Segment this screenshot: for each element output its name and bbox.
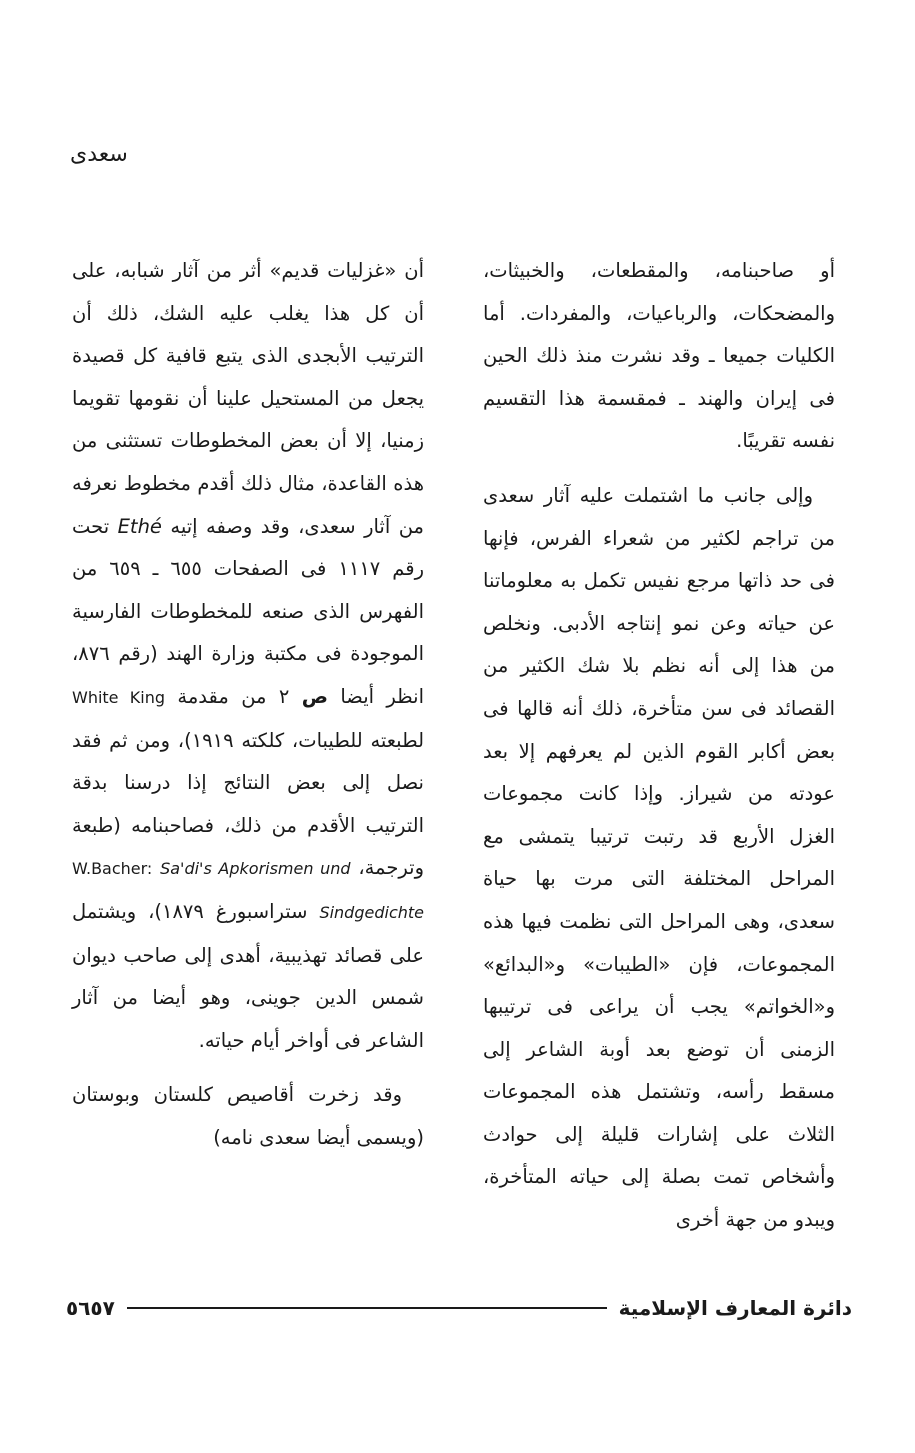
footer-rule xyxy=(127,1307,607,1309)
latin-title: Sa'di's Apkorismen und Sindgedichte xyxy=(160,859,424,922)
left-column xyxy=(72,250,424,1159)
page-number: ٥٦٥٧ xyxy=(66,1296,115,1320)
paragraph xyxy=(72,250,424,1062)
latin-name: W.Bacher: xyxy=(72,859,153,879)
latin-name: White King xyxy=(72,687,166,707)
page-footer xyxy=(66,1290,852,1326)
reference-abbrev: ص xyxy=(301,684,328,708)
running-head: سعدى xyxy=(70,142,128,167)
text-run: ٢ من مقدمة xyxy=(177,684,290,708)
text-run: ستراسبورغ ١٨٧٩)، ويشتمل على قصائد تهذيبية، أهدى إلى صاحب ديوان شمس الدين جوينى، وهو أيضا من آثار الشاعر فى أواخر أيام حياته. xyxy=(72,899,424,1052)
text-run: تحت رقم ١١١٧ فى الصفحات ٦٥٥ ـ ٦٥٩ من الفهرس الذى صنعه للمخطوطات الفارسية الموجودة فى مكتبة وزارة الهند (رقم ٨٧٦، انظر أيضا xyxy=(72,514,425,708)
paragraph: أو صاحبنامه، والمقطعات، والخبيثات، والمضحكات، والرباعيات، والمفردات. أما الكليات جميعا ـ وقد نشرت منذ ذلك الحين فى إيران والهند ـ فمقسمة هذا التقسيم نفسه تقريبًا. xyxy=(483,259,835,453)
paragraph: وقد زخرت أقاصيص كلستان وبوستان (ويسمى أيضا سعدى نامه) xyxy=(72,1083,424,1149)
right-column xyxy=(483,250,835,1242)
paragraph: وإلى جانب ما اشتملت عليه آثار سعدى من تراجم لكثير من شعراء الفرس، فإنها فى حد ذاتها مرجع نفيس تكمل به معلوماتنا عن حياته وعن نمو إنتاجه الأدبى. ونخلص من هذا إلى أنه نظم بلا شك الكثير من القصائد فى سن متأخرة، ذلك أنه قالها فى بعض أكابر القوم الذين لم يعرفهم إلا بعد عودته من شيراز. وإذا كانت مجموعات الغزل الأربع قد رتبت ترتيبا يتمشى مع المراحل المختلفة التى مرت بها حياة سعدى، وهى المراحل التى نظمت فيها هذه المجموعات، فإن «الطيبات» و«البدائع» و«الخواتم» يجب أن يراعى فى ترتيبها الزمنى أن توضع بعد أوبة الشاعر إلى مسقط رأسه، وتشتمل هذه المجموعات الثلاث على إشارات قليلة إلى حوادث وأشخاص تمت بصلة إلى حياته المتأخرة، ويبدو من جهة أخرى xyxy=(483,483,835,1232)
text-run: لطبعته للطيبات، كلكته ١٩١٩)، ومن ثم فقد نصل إلى بعض النتائج إذا درسنا بدقة الترتيب الأقدم من ذلك، فصاحبنامه (طبعة وترجمة، xyxy=(72,728,425,880)
latin-name: Ethé xyxy=(117,514,162,538)
text-run: أن «غزليات قديم» أثر من آثار شبابه، على أن كل هذا يغلب عليه الشك، ذلك أن الترتيب الأبجدى الذى يتبع قافية كل قصيدة يجعل من المستحيل علينا أن نقومها تقويما زمنيا، إلا أن بعض المخطوطات تستثنى من هذه القاعدة، مثال ذلك أقدم مخطوط نعرفه من آثار سعدى، وقد وصفه إتيه xyxy=(72,259,424,538)
journal-title: دائرة المعارف الإسلامية xyxy=(618,1296,852,1320)
